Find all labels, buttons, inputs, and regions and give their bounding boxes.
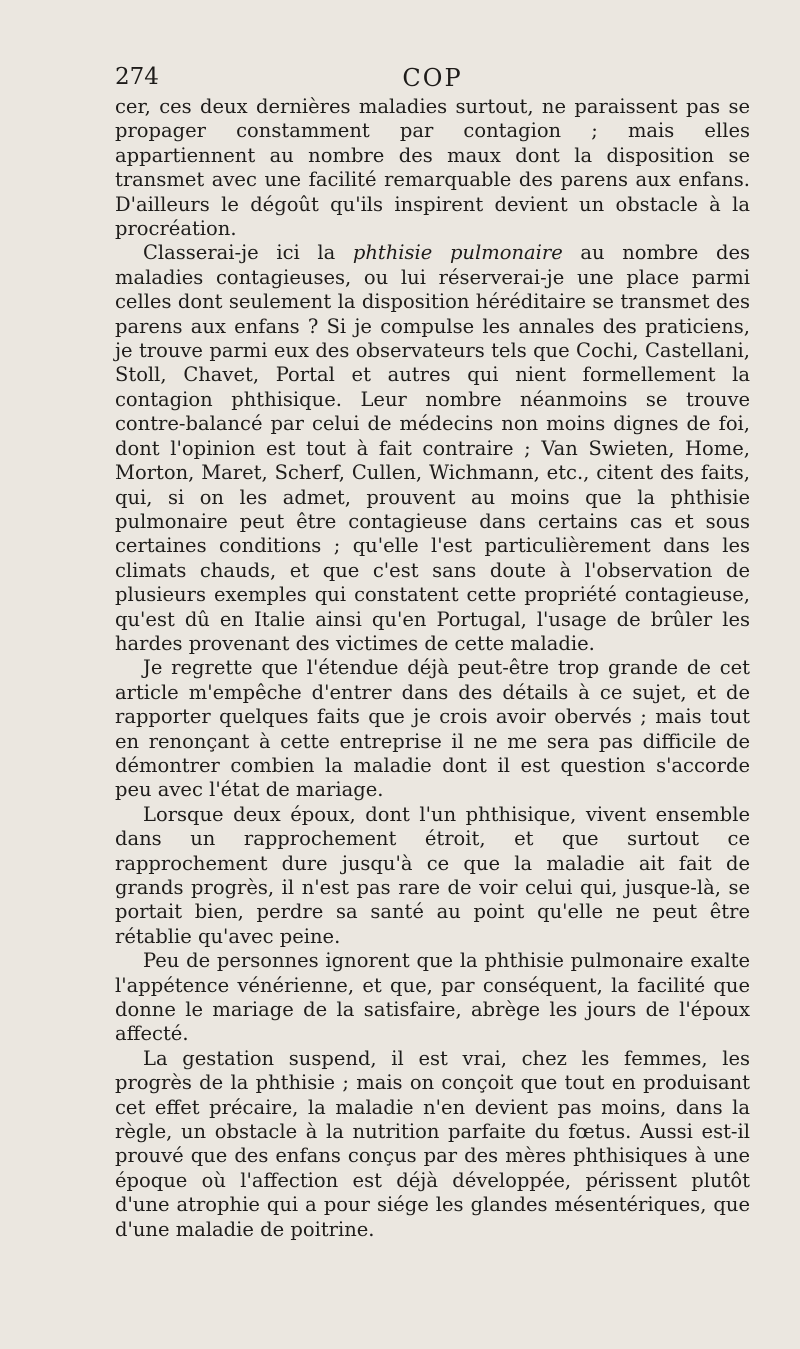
page-header [115, 64, 750, 96]
paragraph-2-before: Classerai-je ici la [143, 241, 353, 265]
body-text [115, 95, 750, 1242]
paragraph-2-emphasis: phthisie pulmonaire [352, 241, 563, 265]
page-number: 274 [115, 64, 159, 90]
paragraph-1: cer, ces deux dernières maladies surtout, ne paraissent pas se propager constamment par contagion ; mais elles appartiennent au nombre des maux dont la disposition se transmet avec une facilité remarquable des parens aux enfans. D'ailleurs le dégoût qu'ils inspirent devient un obstacle à la procréation. [115, 95, 750, 241]
paragraph-2-after: au nombre des maladies contagieuses, ou lui réserverai-je une place parmi celles dont seulement la disposition héréditaire se transmet des parens aux enfans ? Si je compulse les annales des praticiens, je trouve parmi eux des observateurs tels que Cochi, Castellani, Stoll, Chavet, Portal et autres qui nient formellement la contagion phthisique. Leur nombre néanmoins se trouve contre-balancé par celui de médecins non moins dignes de foi, dont l'opinion est tout à fait contraire ; Van Swieten, Home, Morton, Maret, Scherf, Cullen, Wichmann, etc., citent des faits, qui, si on les admet, prouvent au moins que la phthisie pulmonaire peut être contagieuse dans certains cas et sous certaines conditions ; qu'elle l'est particulièrement dans les climats chauds, et que c'est sans doute à l'observation de plusieurs exemples qui constatent cette propriété contagieuse, qu'est dû en Italie ainsi qu'en Portugal, l'usage de brûler les hardes provenant des victimes de cette maladie. [115, 241, 750, 655]
paragraph-5: Peu de personnes ignorent que la phthisie pulmonaire exalte l'appétence vénérienne, et que, par conséquent, la facilité que donne le mariage de la satisfaire, abrège les jours de l'époux affecté. [115, 949, 750, 1046]
paragraph-3: Je regrette que l'étendue déjà peut-être trop grande de cet article m'empêche d'entrer dans des détails à ce sujet, et de rapporter quelques faits que je crois avoir obervés ; mais tout en renonçant à cette entreprise il ne me sera pas difficile de démontrer combien la maladie dont il est question s'accorde peu avec l'état de mariage. [115, 656, 750, 802]
paragraph-6: La gestation suspend, il est vrai, chez les femmes, les progrès de la phthisie ; mais on conçoit que tout en produisant cet effet précaire, la maladie n'en devient pas moins, dans la règle, un obstacle à la nutrition parfaite du fœtus. Aussi est-il prouvé que des enfans conçus par des mères phthisiques à une époque où l'affection est déjà développée, périssent plutôt d'une atrophie qui a pour siége les glandes mésentériques, que d'une maladie de poitrine. [115, 1046, 750, 1241]
paragraph-2 [115, 241, 750, 656]
paragraph-4: Lorsque deux époux, dont l'un phthisique, vivent ensemble dans un rapprochement étroit, et que surtout ce rapprochement dure jusqu'à ce que la maladie ait fait de grands progrès, il n'est pas rare de voir celui qui, jusque-là, se portait bien, perdre sa santé au point qu'elle ne peut être rétablie qu'avec peine. [115, 802, 750, 948]
running-title: COP [402, 64, 463, 92]
